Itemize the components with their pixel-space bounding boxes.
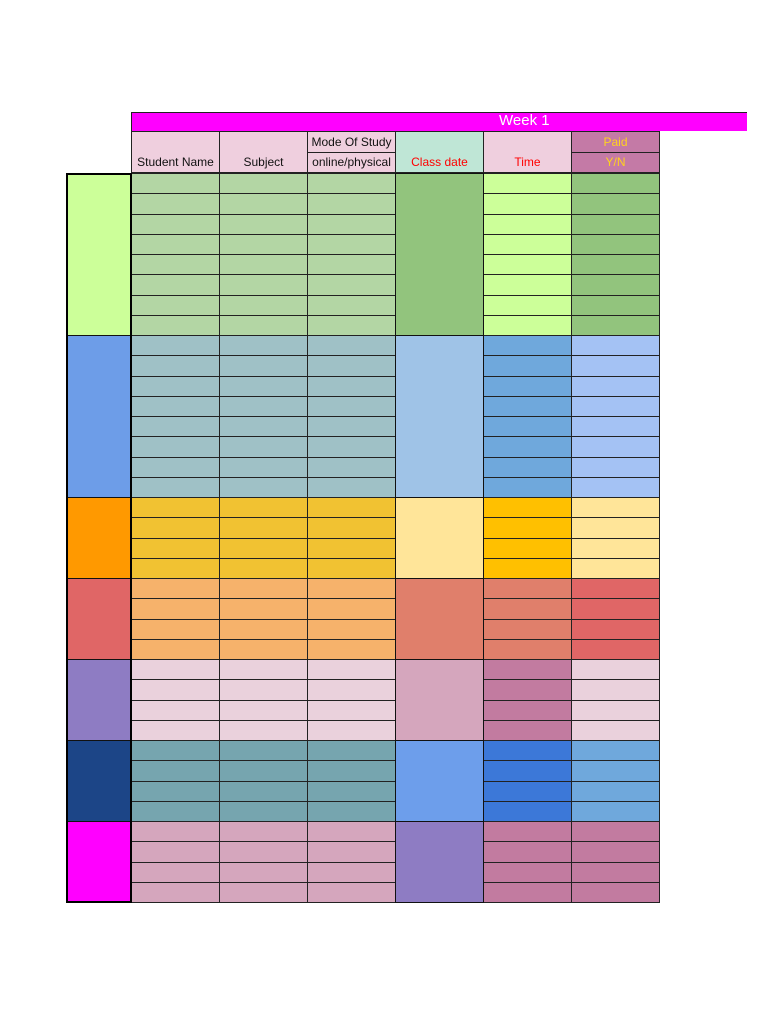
time-cell[interactable] (483, 700, 572, 721)
student-name-cell[interactable] (131, 315, 220, 336)
paid-cell[interactable] (571, 760, 660, 781)
student-name-cell[interactable] (131, 376, 220, 397)
group-6-label-block[interactable] (67, 740, 132, 822)
paid-cell[interactable] (571, 315, 660, 336)
paid-cell[interactable] (571, 538, 660, 559)
mode-of-study-cell[interactable] (307, 740, 396, 761)
paid-cell[interactable] (571, 477, 660, 498)
mode-of-study-cell[interactable] (307, 619, 396, 640)
group-5-label-block[interactable] (67, 659, 132, 741)
subject-cell[interactable] (219, 234, 308, 255)
student-name-cell[interactable] (131, 760, 220, 781)
subject-cell[interactable] (219, 436, 308, 457)
group-3-label-block[interactable] (67, 497, 132, 579)
paid-cell[interactable] (571, 457, 660, 478)
header-class-date-label: Class date (411, 155, 468, 169)
header-paid-divider (572, 152, 659, 153)
paid-cell[interactable] (571, 193, 660, 214)
subject-cell[interactable] (219, 274, 308, 295)
group-7-label-block[interactable] (67, 821, 132, 903)
paid-cell[interactable] (571, 801, 660, 822)
paid-cell[interactable] (571, 355, 660, 376)
mode-of-study-cell[interactable] (307, 598, 396, 619)
time-cell[interactable] (483, 436, 572, 457)
header-class-date[interactable] (395, 131, 484, 173)
time-cell[interactable] (483, 416, 572, 437)
paid-cell[interactable] (571, 234, 660, 255)
group-6-class-date-cell[interactable] (395, 740, 484, 822)
mode-of-study-cell[interactable] (307, 700, 396, 721)
paid-cell[interactable] (571, 619, 660, 640)
time-cell[interactable] (483, 295, 572, 316)
mode-of-study-cell[interactable] (307, 517, 396, 538)
student-name-cell[interactable] (131, 862, 220, 883)
mode-of-study-cell[interactable] (307, 436, 396, 457)
time-cell[interactable] (483, 801, 572, 822)
mode-of-study-cell[interactable] (307, 862, 396, 883)
student-name-cell[interactable] (131, 821, 220, 842)
paid-cell[interactable] (571, 639, 660, 660)
paid-cell[interactable] (571, 517, 660, 538)
paid-cell[interactable] (571, 214, 660, 235)
paid-cell[interactable] (571, 720, 660, 741)
subject-cell[interactable] (219, 841, 308, 862)
group-1-label-block[interactable] (67, 173, 132, 336)
time-cell[interactable] (483, 619, 572, 640)
mode-of-study-cell[interactable] (307, 538, 396, 559)
student-name-cell[interactable] (131, 497, 220, 518)
mode-of-study-cell[interactable] (307, 639, 396, 660)
mode-of-study-cell[interactable] (307, 558, 396, 579)
subject-cell[interactable] (219, 295, 308, 316)
time-cell[interactable] (483, 234, 572, 255)
group-1-class-date-cell[interactable] (395, 173, 484, 336)
subject-cell[interactable] (219, 538, 308, 559)
subject-cell[interactable] (219, 396, 308, 417)
student-name-cell[interactable] (131, 538, 220, 559)
time-cell[interactable] (483, 396, 572, 417)
student-name-cell[interactable] (131, 295, 220, 316)
paid-cell[interactable] (571, 679, 660, 700)
week-title: Week 1 (499, 112, 550, 129)
time-cell[interactable] (483, 558, 572, 579)
subject-cell[interactable] (219, 740, 308, 761)
time-cell[interactable] (483, 740, 572, 761)
time-cell[interactable] (483, 497, 572, 518)
student-name-cell[interactable] (131, 679, 220, 700)
paid-cell[interactable] (571, 659, 660, 680)
group-2-label-block[interactable] (67, 335, 132, 498)
student-name-cell[interactable] (131, 801, 220, 822)
header-time[interactable] (483, 131, 572, 173)
header-mode-line2: online/physical (312, 155, 391, 169)
subject-cell[interactable] (219, 821, 308, 842)
time-cell[interactable] (483, 598, 572, 619)
student-name-cell[interactable] (131, 659, 220, 680)
subject-cell[interactable] (219, 598, 308, 619)
header-mode-line1: Mode Of Study (311, 135, 392, 149)
time-cell[interactable] (483, 274, 572, 295)
paid-cell[interactable] (571, 173, 660, 194)
mode-of-study-cell[interactable] (307, 679, 396, 700)
paid-cell[interactable] (571, 335, 660, 356)
subject-cell[interactable] (219, 315, 308, 336)
student-name-cell[interactable] (131, 598, 220, 619)
paid-cell[interactable] (571, 598, 660, 619)
mode-of-study-cell[interactable] (307, 396, 396, 417)
header-paid-line2: Y/N (605, 155, 626, 169)
student-name-cell[interactable] (131, 781, 220, 802)
mode-of-study-cell[interactable] (307, 315, 396, 336)
paid-cell[interactable] (571, 274, 660, 295)
subject-cell[interactable] (219, 679, 308, 700)
time-cell[interactable] (483, 659, 572, 680)
student-name-cell[interactable] (131, 396, 220, 417)
time-cell[interactable] (483, 538, 572, 559)
header-paid[interactable] (571, 131, 660, 173)
paid-cell[interactable] (571, 578, 660, 599)
mode-of-study-cell[interactable] (307, 335, 396, 356)
student-name-cell[interactable] (131, 355, 220, 376)
header-subject-label: Subject (243, 155, 284, 169)
mode-of-study-cell[interactable] (307, 295, 396, 316)
student-name-cell[interactable] (131, 700, 220, 721)
week-title-bar (131, 112, 747, 131)
student-name-cell[interactable] (131, 882, 220, 903)
mode-of-study-cell[interactable] (307, 720, 396, 741)
mode-of-study-cell[interactable] (307, 841, 396, 862)
mode-of-study-cell[interactable] (307, 376, 396, 397)
mode-of-study-cell[interactable] (307, 497, 396, 518)
paid-cell[interactable] (571, 295, 660, 316)
subject-cell[interactable] (219, 558, 308, 579)
student-name-cell[interactable] (131, 436, 220, 457)
subject-cell[interactable] (219, 335, 308, 356)
subject-cell[interactable] (219, 193, 308, 214)
mode-of-study-cell[interactable] (307, 659, 396, 680)
student-name-cell[interactable] (131, 477, 220, 498)
paid-cell[interactable] (571, 497, 660, 518)
group-7-class-date-cell[interactable] (395, 821, 484, 903)
time-cell[interactable] (483, 355, 572, 376)
subject-cell[interactable] (219, 355, 308, 376)
paid-cell[interactable] (571, 841, 660, 862)
student-name-cell[interactable] (131, 214, 220, 235)
student-name-cell[interactable] (131, 193, 220, 214)
mode-of-study-cell[interactable] (307, 234, 396, 255)
subject-cell[interactable] (219, 639, 308, 660)
student-name-cell[interactable] (131, 274, 220, 295)
subject-cell[interactable] (219, 214, 308, 235)
mode-of-study-cell[interactable] (307, 214, 396, 235)
time-cell[interactable] (483, 457, 572, 478)
student-name-cell[interactable] (131, 457, 220, 478)
header-subject[interactable] (219, 131, 308, 173)
group-5-class-date-cell[interactable] (395, 659, 484, 741)
paid-cell[interactable] (571, 436, 660, 457)
paid-cell[interactable] (571, 254, 660, 275)
paid-cell[interactable] (571, 396, 660, 417)
subject-cell[interactable] (219, 801, 308, 822)
paid-cell[interactable] (571, 821, 660, 842)
subject-cell[interactable] (219, 760, 308, 781)
mode-of-study-cell[interactable] (307, 355, 396, 376)
time-cell[interactable] (483, 841, 572, 862)
student-name-cell[interactable] (131, 558, 220, 579)
paid-cell[interactable] (571, 781, 660, 802)
subject-cell[interactable] (219, 497, 308, 518)
student-name-cell[interactable] (131, 841, 220, 862)
paid-cell[interactable] (571, 416, 660, 437)
header-student-name[interactable] (131, 131, 220, 173)
time-cell[interactable] (483, 781, 572, 802)
group-4-label-block[interactable] (67, 578, 132, 660)
group-3-class-date-cell[interactable] (395, 497, 484, 579)
time-cell[interactable] (483, 193, 572, 214)
mode-of-study-cell[interactable] (307, 578, 396, 599)
time-cell[interactable] (483, 639, 572, 660)
time-cell[interactable] (483, 862, 572, 883)
student-name-cell[interactable] (131, 619, 220, 640)
time-cell[interactable] (483, 821, 572, 842)
subject-cell[interactable] (219, 254, 308, 275)
mode-of-study-cell[interactable] (307, 821, 396, 842)
mode-of-study-cell[interactable] (307, 477, 396, 498)
header-paid-line1: Paid (603, 135, 628, 149)
subject-cell[interactable] (219, 457, 308, 478)
subject-cell[interactable] (219, 659, 308, 680)
mode-of-study-cell[interactable] (307, 193, 396, 214)
group-2-class-date-cell[interactable] (395, 335, 484, 498)
time-cell[interactable] (483, 720, 572, 741)
subject-cell[interactable] (219, 517, 308, 538)
student-name-cell[interactable] (131, 234, 220, 255)
subject-cell[interactable] (219, 781, 308, 802)
subject-cell[interactable] (219, 376, 308, 397)
time-cell[interactable] (483, 578, 572, 599)
subject-cell[interactable] (219, 720, 308, 741)
subject-cell[interactable] (219, 173, 308, 194)
mode-of-study-cell[interactable] (307, 173, 396, 194)
time-cell[interactable] (483, 477, 572, 498)
time-cell[interactable] (483, 335, 572, 356)
header-time-label: Time (514, 155, 541, 169)
student-name-cell[interactable] (131, 639, 220, 660)
subject-cell[interactable] (219, 862, 308, 883)
time-cell[interactable] (483, 214, 572, 235)
time-cell[interactable] (483, 173, 572, 194)
mode-of-study-cell[interactable] (307, 254, 396, 275)
paid-cell[interactable] (571, 558, 660, 579)
subject-cell[interactable] (219, 578, 308, 599)
time-cell[interactable] (483, 376, 572, 397)
time-cell[interactable] (483, 882, 572, 903)
student-name-cell[interactable] (131, 740, 220, 761)
mode-of-study-cell[interactable] (307, 274, 396, 295)
subject-cell[interactable] (219, 477, 308, 498)
time-cell[interactable] (483, 254, 572, 275)
mode-of-study-cell[interactable] (307, 416, 396, 437)
header-mode-of-study[interactable] (307, 131, 396, 173)
paid-cell[interactable] (571, 700, 660, 721)
paid-cell[interactable] (571, 740, 660, 761)
student-name-cell[interactable] (131, 416, 220, 437)
time-cell[interactable] (483, 315, 572, 336)
subject-cell[interactable] (219, 700, 308, 721)
header-mode-divider (308, 152, 395, 153)
mode-of-study-cell[interactable] (307, 882, 396, 903)
mode-of-study-cell[interactable] (307, 801, 396, 822)
subject-cell[interactable] (219, 619, 308, 640)
student-name-cell[interactable] (131, 173, 220, 194)
mode-of-study-cell[interactable] (307, 457, 396, 478)
subject-cell[interactable] (219, 416, 308, 437)
student-name-cell[interactable] (131, 335, 220, 356)
student-name-cell[interactable] (131, 578, 220, 599)
paid-cell[interactable] (571, 862, 660, 883)
paid-cell[interactable] (571, 882, 660, 903)
student-name-cell[interactable] (131, 254, 220, 275)
mode-of-study-cell[interactable] (307, 781, 396, 802)
time-cell[interactable] (483, 760, 572, 781)
paid-cell[interactable] (571, 376, 660, 397)
subject-cell[interactable] (219, 882, 308, 903)
mode-of-study-cell[interactable] (307, 760, 396, 781)
student-name-cell[interactable] (131, 517, 220, 538)
student-name-cell[interactable] (131, 720, 220, 741)
time-cell[interactable] (483, 679, 572, 700)
header-student-name-label: Student Name (137, 155, 214, 169)
time-cell[interactable] (483, 517, 572, 538)
group-4-class-date-cell[interactable] (395, 578, 484, 660)
